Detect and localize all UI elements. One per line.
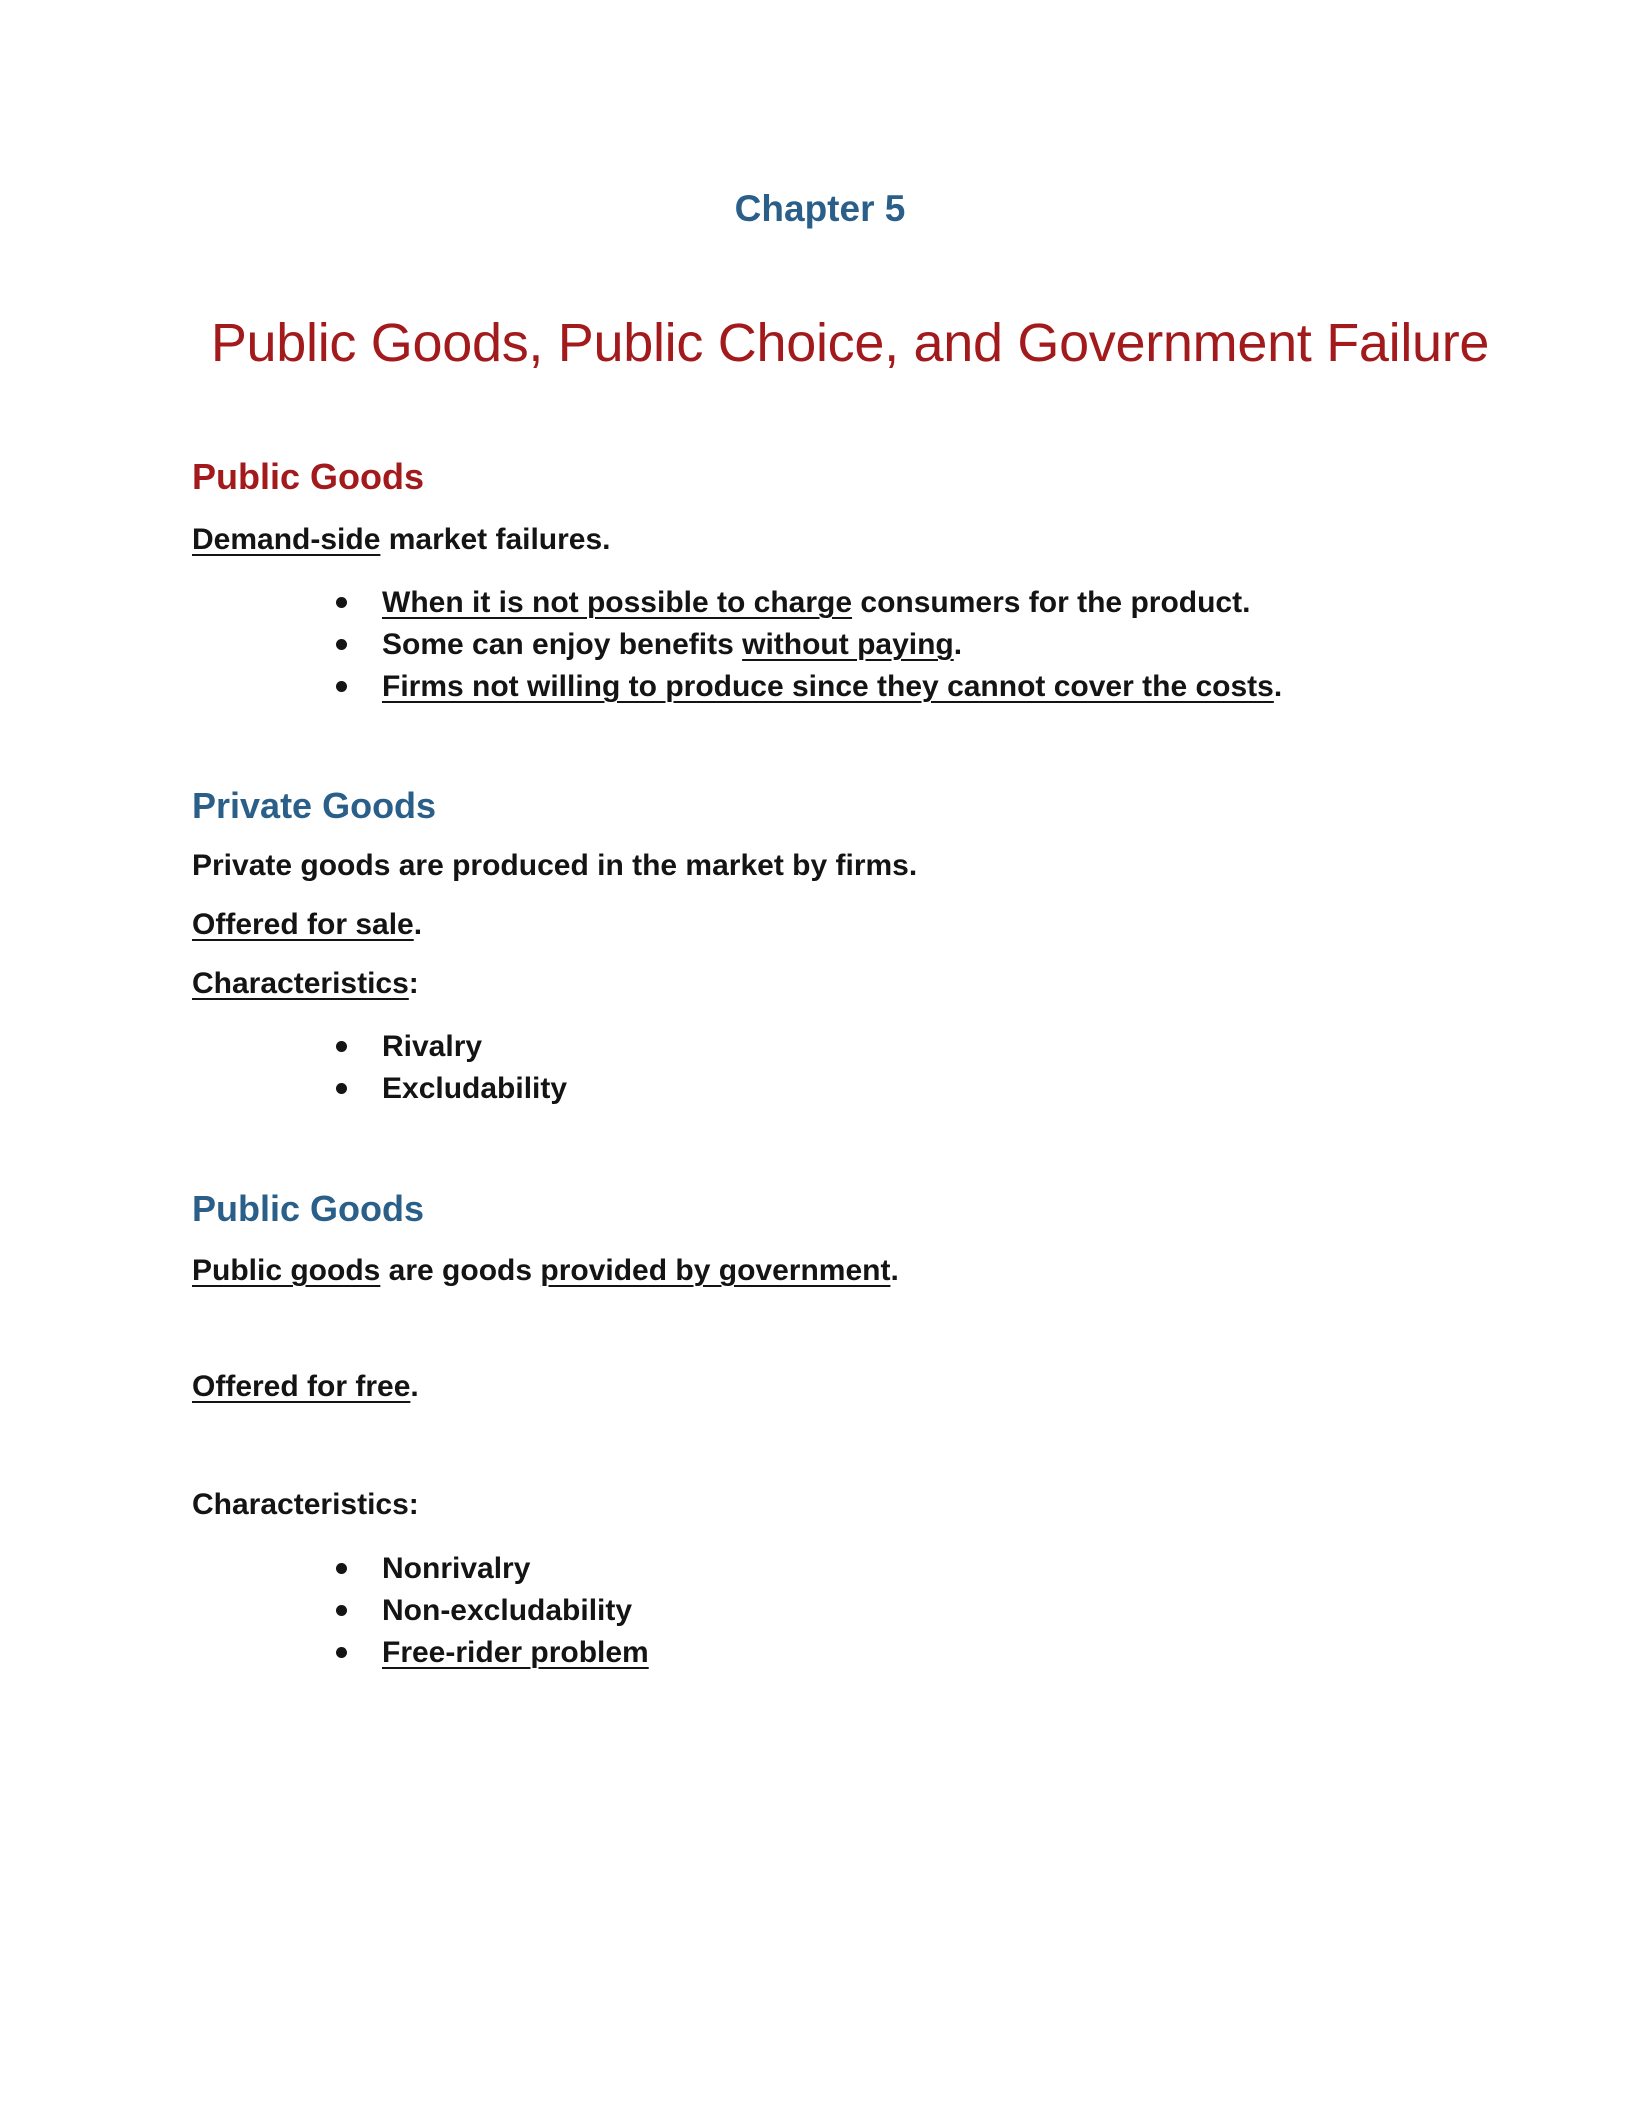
offered-for-free-term: Offered for free <box>192 1370 411 1403</box>
list-item <box>334 624 1282 666</box>
characteristics-label-2: Characteristics: <box>192 1488 419 1521</box>
chapter-label: Chapter 5 <box>734 188 906 229</box>
definition-text: are goods <box>380 1254 541 1287</box>
list-item <box>334 1590 649 1632</box>
punctuation: . <box>890 1254 899 1287</box>
characteristics-label <box>192 967 419 1001</box>
public-goods-characteristics <box>334 1548 649 1674</box>
bullet-underlined-text: without paying <box>742 628 954 661</box>
list-item <box>334 1026 567 1068</box>
bullet-text: consumers for the product. <box>852 586 1251 619</box>
free-rider-term: Free-rider problem <box>382 1636 649 1669</box>
bullet-underlined-text: When it is not possible to charge <box>382 586 853 619</box>
bullet-icon <box>336 1647 347 1658</box>
bullet-icon <box>336 597 347 608</box>
section-heading-public-goods-2: Public Goods <box>192 1188 425 1229</box>
list-item <box>334 582 1282 624</box>
offered-for-sale-term: Offered for sale <box>192 908 414 941</box>
section-heading-private-goods: Private Goods <box>192 785 437 826</box>
demand-side-term: Demand-side <box>192 523 381 556</box>
bullet-icon <box>336 681 347 692</box>
offered-for-sale-line <box>192 908 422 942</box>
bullet-text: Excludability <box>382 1072 568 1105</box>
offered-for-free-line <box>192 1370 419 1404</box>
private-goods-characteristics <box>334 1026 567 1110</box>
bullet-text: Nonrivalry <box>382 1552 531 1585</box>
demand-side-line <box>192 523 611 557</box>
bullet-text: Rivalry <box>382 1030 483 1063</box>
list-item <box>334 1632 649 1674</box>
public-goods-definition <box>192 1254 899 1288</box>
section-heading-public-goods: Public Goods <box>192 456 425 497</box>
punctuation: . <box>413 908 423 941</box>
bullet-icon <box>336 1605 347 1616</box>
punctuation: : <box>408 967 419 1000</box>
demand-side-rest: market failures. <box>380 523 611 556</box>
market-failure-bullets <box>334 582 1282 708</box>
bullet-text: Some can enjoy benefits <box>382 628 743 661</box>
document-title: Public Goods, Public Choice, and Government Failure <box>210 313 1490 373</box>
provided-by-government-term: provided by government <box>540 1254 891 1287</box>
public-goods-term: Public goods <box>192 1254 381 1287</box>
list-item <box>334 1068 567 1110</box>
bullet-underlined-text: Firms not willing to produce since they cannot cover the costs <box>382 670 1274 703</box>
bullet-icon <box>336 1041 347 1052</box>
list-item <box>334 1548 649 1590</box>
bullet-icon <box>336 1563 347 1574</box>
private-goods-definition: Private goods are produced in the market by firms. <box>192 849 918 882</box>
characteristics-term: Characteristics <box>192 967 409 1000</box>
bullet-icon <box>336 1083 347 1094</box>
list-item <box>334 666 1282 708</box>
bullet-text: . <box>953 628 963 661</box>
bullet-icon <box>336 639 347 650</box>
bullet-text: . <box>1273 670 1283 703</box>
punctuation: . <box>410 1370 419 1403</box>
bullet-text: Non-excludability <box>382 1594 633 1627</box>
